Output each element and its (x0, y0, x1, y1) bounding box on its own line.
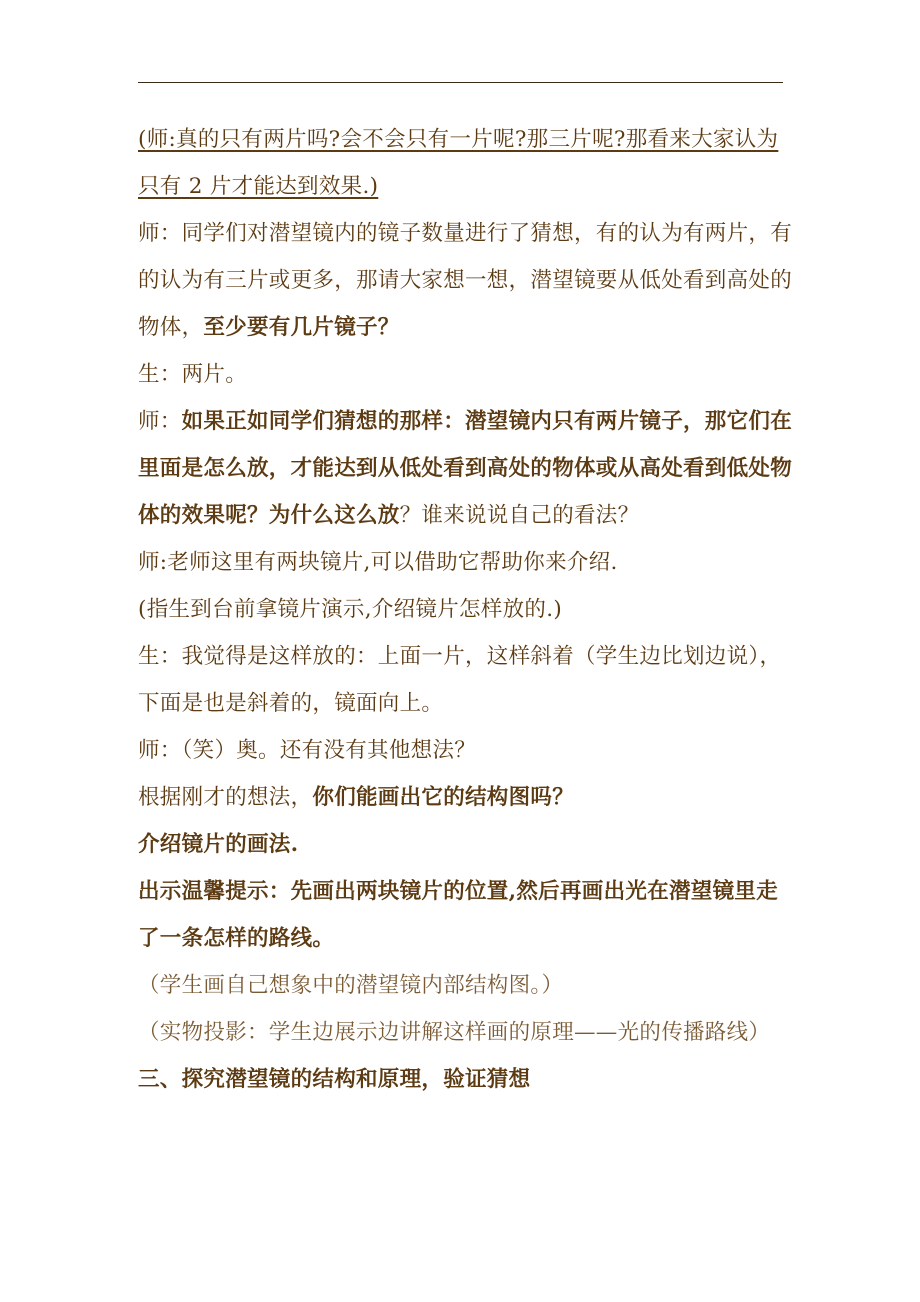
text-run: 你们能画出它的结构图吗？ (312, 785, 575, 810)
text-line (138, 586, 788, 633)
text-line (138, 539, 788, 586)
text-run: （实物投影：学生边展示边讲解这样画的原理——光的传播路线） (138, 1020, 771, 1045)
text-line (138, 445, 793, 492)
text-run: 如果正如同学们猜想的那样：潜望镜内只有两片镜子，那它们在 (181, 409, 793, 434)
text-run: (师:真的只有两片吗?会不会只有一片呢?那三片呢?那看来大家认为 (138, 127, 779, 152)
text-line (138, 915, 788, 962)
text-run: 至少要有几片镜子？ (203, 315, 400, 340)
header-rule (138, 82, 783, 83)
text-line (138, 1009, 788, 1056)
text-run: 三、探究潜望镜的结构和原理，验证猜想 (138, 1067, 531, 1092)
text-line (138, 210, 793, 257)
text-line (138, 116, 788, 163)
text-run: 的认为有三片或更多，那请大家想一想，潜望镜要从低处看到高处的 (138, 268, 793, 293)
text-run: 师：（笑）奥。还有没有其他想法？ (138, 738, 477, 763)
text-line (138, 163, 788, 210)
text-run: （学生画自己想象中的潜望镜内部结构图。） (138, 973, 564, 998)
text-line (138, 257, 793, 304)
document-body (138, 116, 793, 1103)
text-run: 师:老师这里有两块镜片,可以借助它帮助你来介绍. (138, 550, 618, 575)
text-line (138, 1056, 788, 1103)
text-line (138, 633, 788, 680)
text-line (138, 492, 788, 539)
text-run: 介绍镜片的画法. (138, 832, 299, 857)
text-run: ？谁来说说自己的看法？ (399, 503, 640, 528)
text-run: 了一条怎样的路线。 (138, 926, 335, 951)
text-run: 物体， (138, 315, 204, 340)
text-run: (指生到台前拿镜片演示,介绍镜片怎样放的.) (138, 597, 563, 622)
text-line (138, 962, 788, 1009)
text-line (138, 727, 788, 774)
text-line (138, 351, 788, 398)
text-run: 下面是也是斜着的，镜面向上。 (138, 691, 444, 716)
text-run: 师：同学们对潜望镜内的镜子数量进行了猜想，有的认为有两片，有 (138, 221, 793, 246)
text-run: 生：我觉得是这样放的：上面一片，这样斜着（学生边比划边说）， (138, 644, 782, 669)
text-line (138, 680, 788, 727)
text-run: 出示温馨提示：先画出两块镜片的位置,然后再画出光在潜望镜里走 (138, 879, 778, 904)
text-line (138, 774, 788, 821)
text-run: 里面是怎么放，才能达到从低处看到高处的物体或从高处看到低处物 (138, 456, 793, 481)
text-line (138, 304, 788, 351)
text-line (138, 868, 788, 915)
text-line (138, 398, 793, 445)
text-run: 生：两片。 (138, 362, 248, 387)
text-line (138, 821, 788, 868)
text-run: 只有 2 片才能达到效果.) (138, 174, 379, 199)
text-run: 师： (138, 409, 182, 434)
text-run: 根据刚才的想法， (138, 785, 313, 810)
text-run: 体的效果呢？为什么这么放 (138, 503, 400, 528)
